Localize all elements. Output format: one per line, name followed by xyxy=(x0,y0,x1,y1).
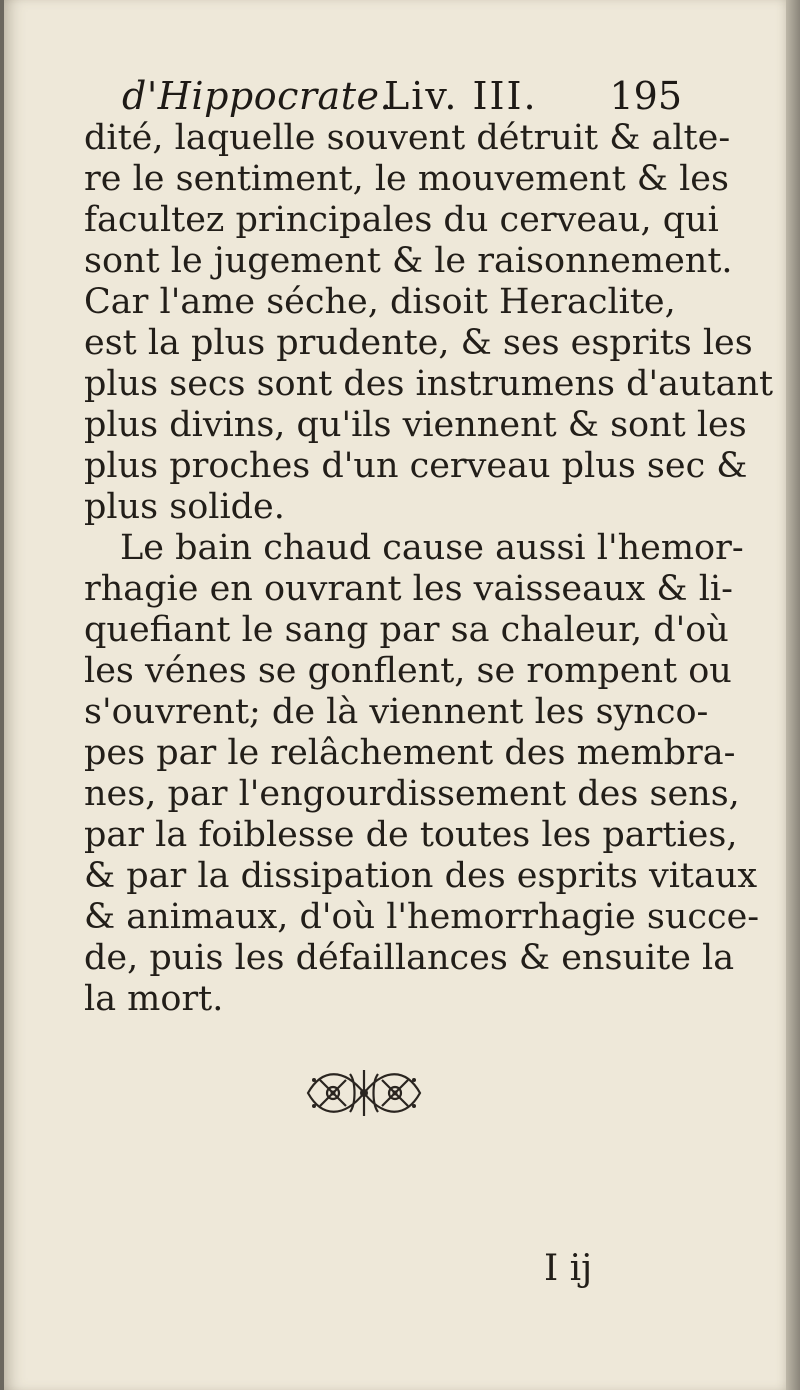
text-line: & animaux, d'où l'hemorrhagie succe- xyxy=(84,897,760,937)
text-line: Le bain chaud cause aussi l'hemor- xyxy=(120,528,744,568)
text-line: les vénes se gonflent, se rompent ou xyxy=(84,651,732,691)
text-line: rhagie en ouvrant les vaisseaux & li- xyxy=(84,569,733,609)
text-line: plus proches d'un cerveau plus sec & xyxy=(84,446,748,486)
text-line: plus secs sont des instrumens d'autant xyxy=(84,364,774,404)
page-header xyxy=(122,70,682,120)
text-line: quefiant le sang par sa chaleur, d'où xyxy=(84,610,729,650)
text-line: Car l'ame séche, disoit Heraclite, xyxy=(84,282,676,322)
text-line: re le sentiment, le mouvement & les xyxy=(84,159,729,199)
page-edge xyxy=(786,0,800,1390)
text-line: plus solide. xyxy=(84,487,285,527)
text-line: nes, par l'engourdissement des sens, xyxy=(84,774,740,814)
text-line: par la foiblesse de toutes les parties, xyxy=(84,815,738,855)
text-line: plus divins, qu'ils viennent & sont les xyxy=(84,405,747,445)
text-line: pes par le relâchement des membra- xyxy=(84,733,736,773)
text-line: s'ouvrent; de là viennent les synco- xyxy=(84,692,709,732)
body-text xyxy=(84,118,774,1020)
signature-mark: I ij xyxy=(544,1248,593,1289)
text-line: la mort. xyxy=(84,979,224,1019)
running-title: d'Hippocrate. xyxy=(122,74,393,118)
fleuron-ornament-icon xyxy=(302,1060,426,1126)
book-label: Liv. III. xyxy=(384,74,538,118)
text-line: dité, laquelle souvent détruit & alte- xyxy=(84,118,731,158)
text-line: & par la dissipation des esprits vitaux xyxy=(84,856,758,896)
book-page xyxy=(4,0,786,1390)
text-line: est la plus prudente, & ses esprits les xyxy=(84,323,753,363)
text-line: sont le jugement & le raisonnement. xyxy=(84,241,733,281)
text-line: facultez principales du cerveau, qui xyxy=(84,200,719,240)
page-number: 195 xyxy=(609,74,682,118)
text-line: de, puis les défaillances & ensuite la xyxy=(84,938,735,978)
